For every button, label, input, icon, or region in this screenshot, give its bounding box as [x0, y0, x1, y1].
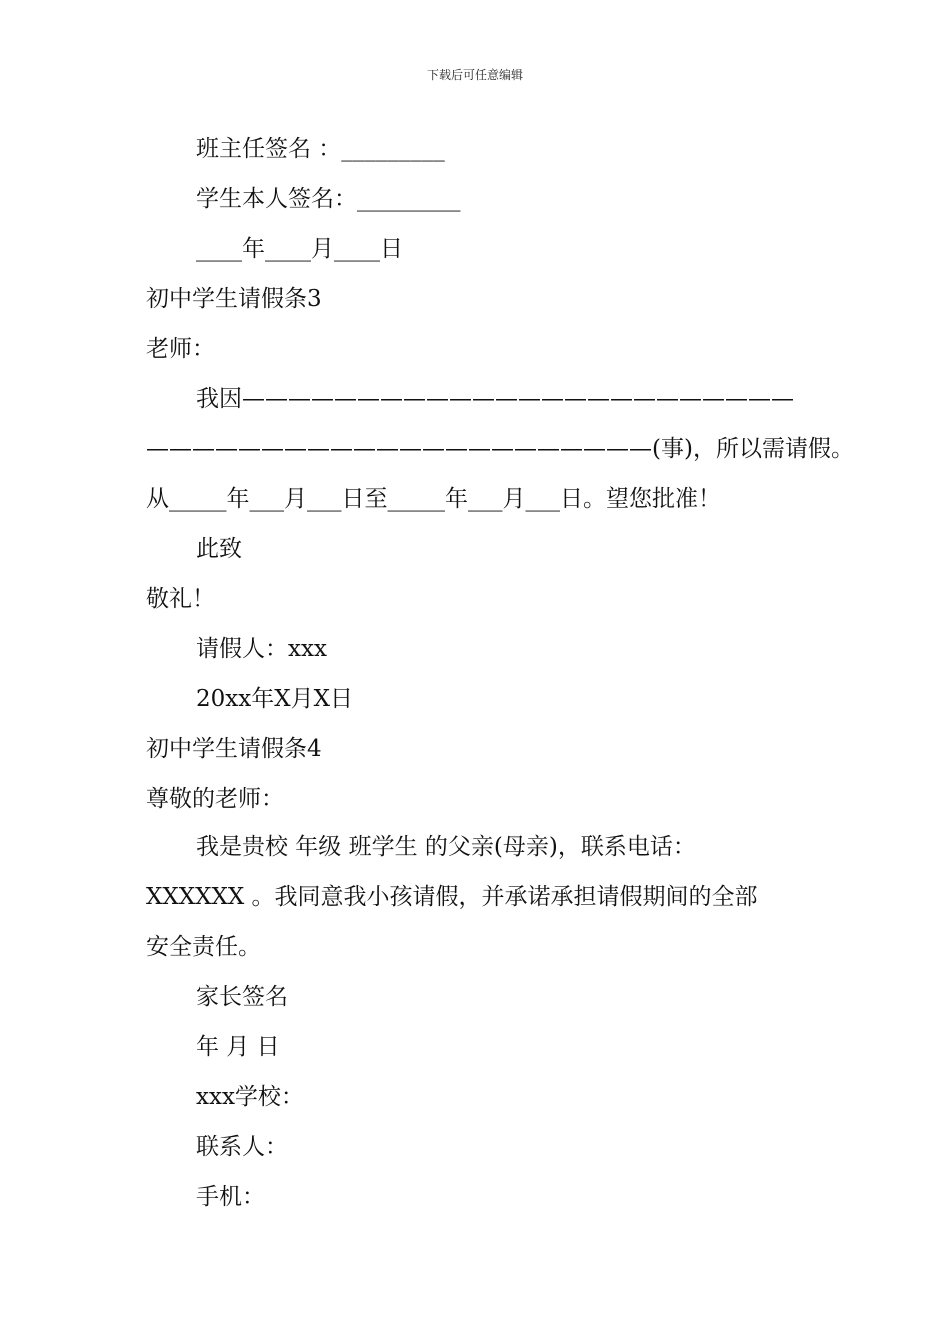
closing-cizhi: 此致: [196, 536, 242, 562]
contact-person-line: 联系人：: [196, 1134, 288, 1160]
body-date-range-line: 从_____年___月___日至_____年___月___日。望您批准！: [146, 486, 721, 512]
body-reason-line-2: ——————————————————————(事)，所以需请假。: [146, 436, 854, 462]
section-title-3: 初中学生请假条3: [146, 286, 322, 312]
body-reason-line-1: 我因————————————————————————: [196, 386, 794, 412]
parent-date-line: 年 月 日: [196, 1034, 280, 1060]
salutation-respected-teacher: 尊敬的老师：: [146, 786, 284, 812]
applicant-date-line: 20xx年X月X日: [196, 686, 353, 712]
parent-signature-line: 家长签名: [196, 984, 288, 1010]
parent-body-line-3: 安全责任。: [146, 934, 261, 960]
closing-jingli: 敬礼！: [146, 586, 215, 612]
salutation-teacher: 老师：: [146, 336, 215, 362]
parent-body-line-1: 我是贵校 年级 班学生 的父亲(母亲)，联系电话：: [196, 834, 696, 860]
mobile-line: 手机：: [196, 1184, 265, 1210]
section-title-4: 初中学生请假条4: [146, 736, 322, 762]
school-line: xxx学校：: [196, 1084, 304, 1110]
page-header: 下载后可任意编辑: [426, 68, 523, 82]
student-signature-line: 学生本人签名：_________: [196, 186, 461, 212]
date-line: ____年____月____日: [196, 236, 403, 262]
applicant-line: 请假人：xxx: [196, 636, 327, 662]
parent-body-line-2: XXXXXX 。我同意我小孩请假，并承诺承担请假期间的全部: [146, 884, 758, 910]
teacher-signature-line: 班主任签名 ：_________: [196, 136, 445, 162]
